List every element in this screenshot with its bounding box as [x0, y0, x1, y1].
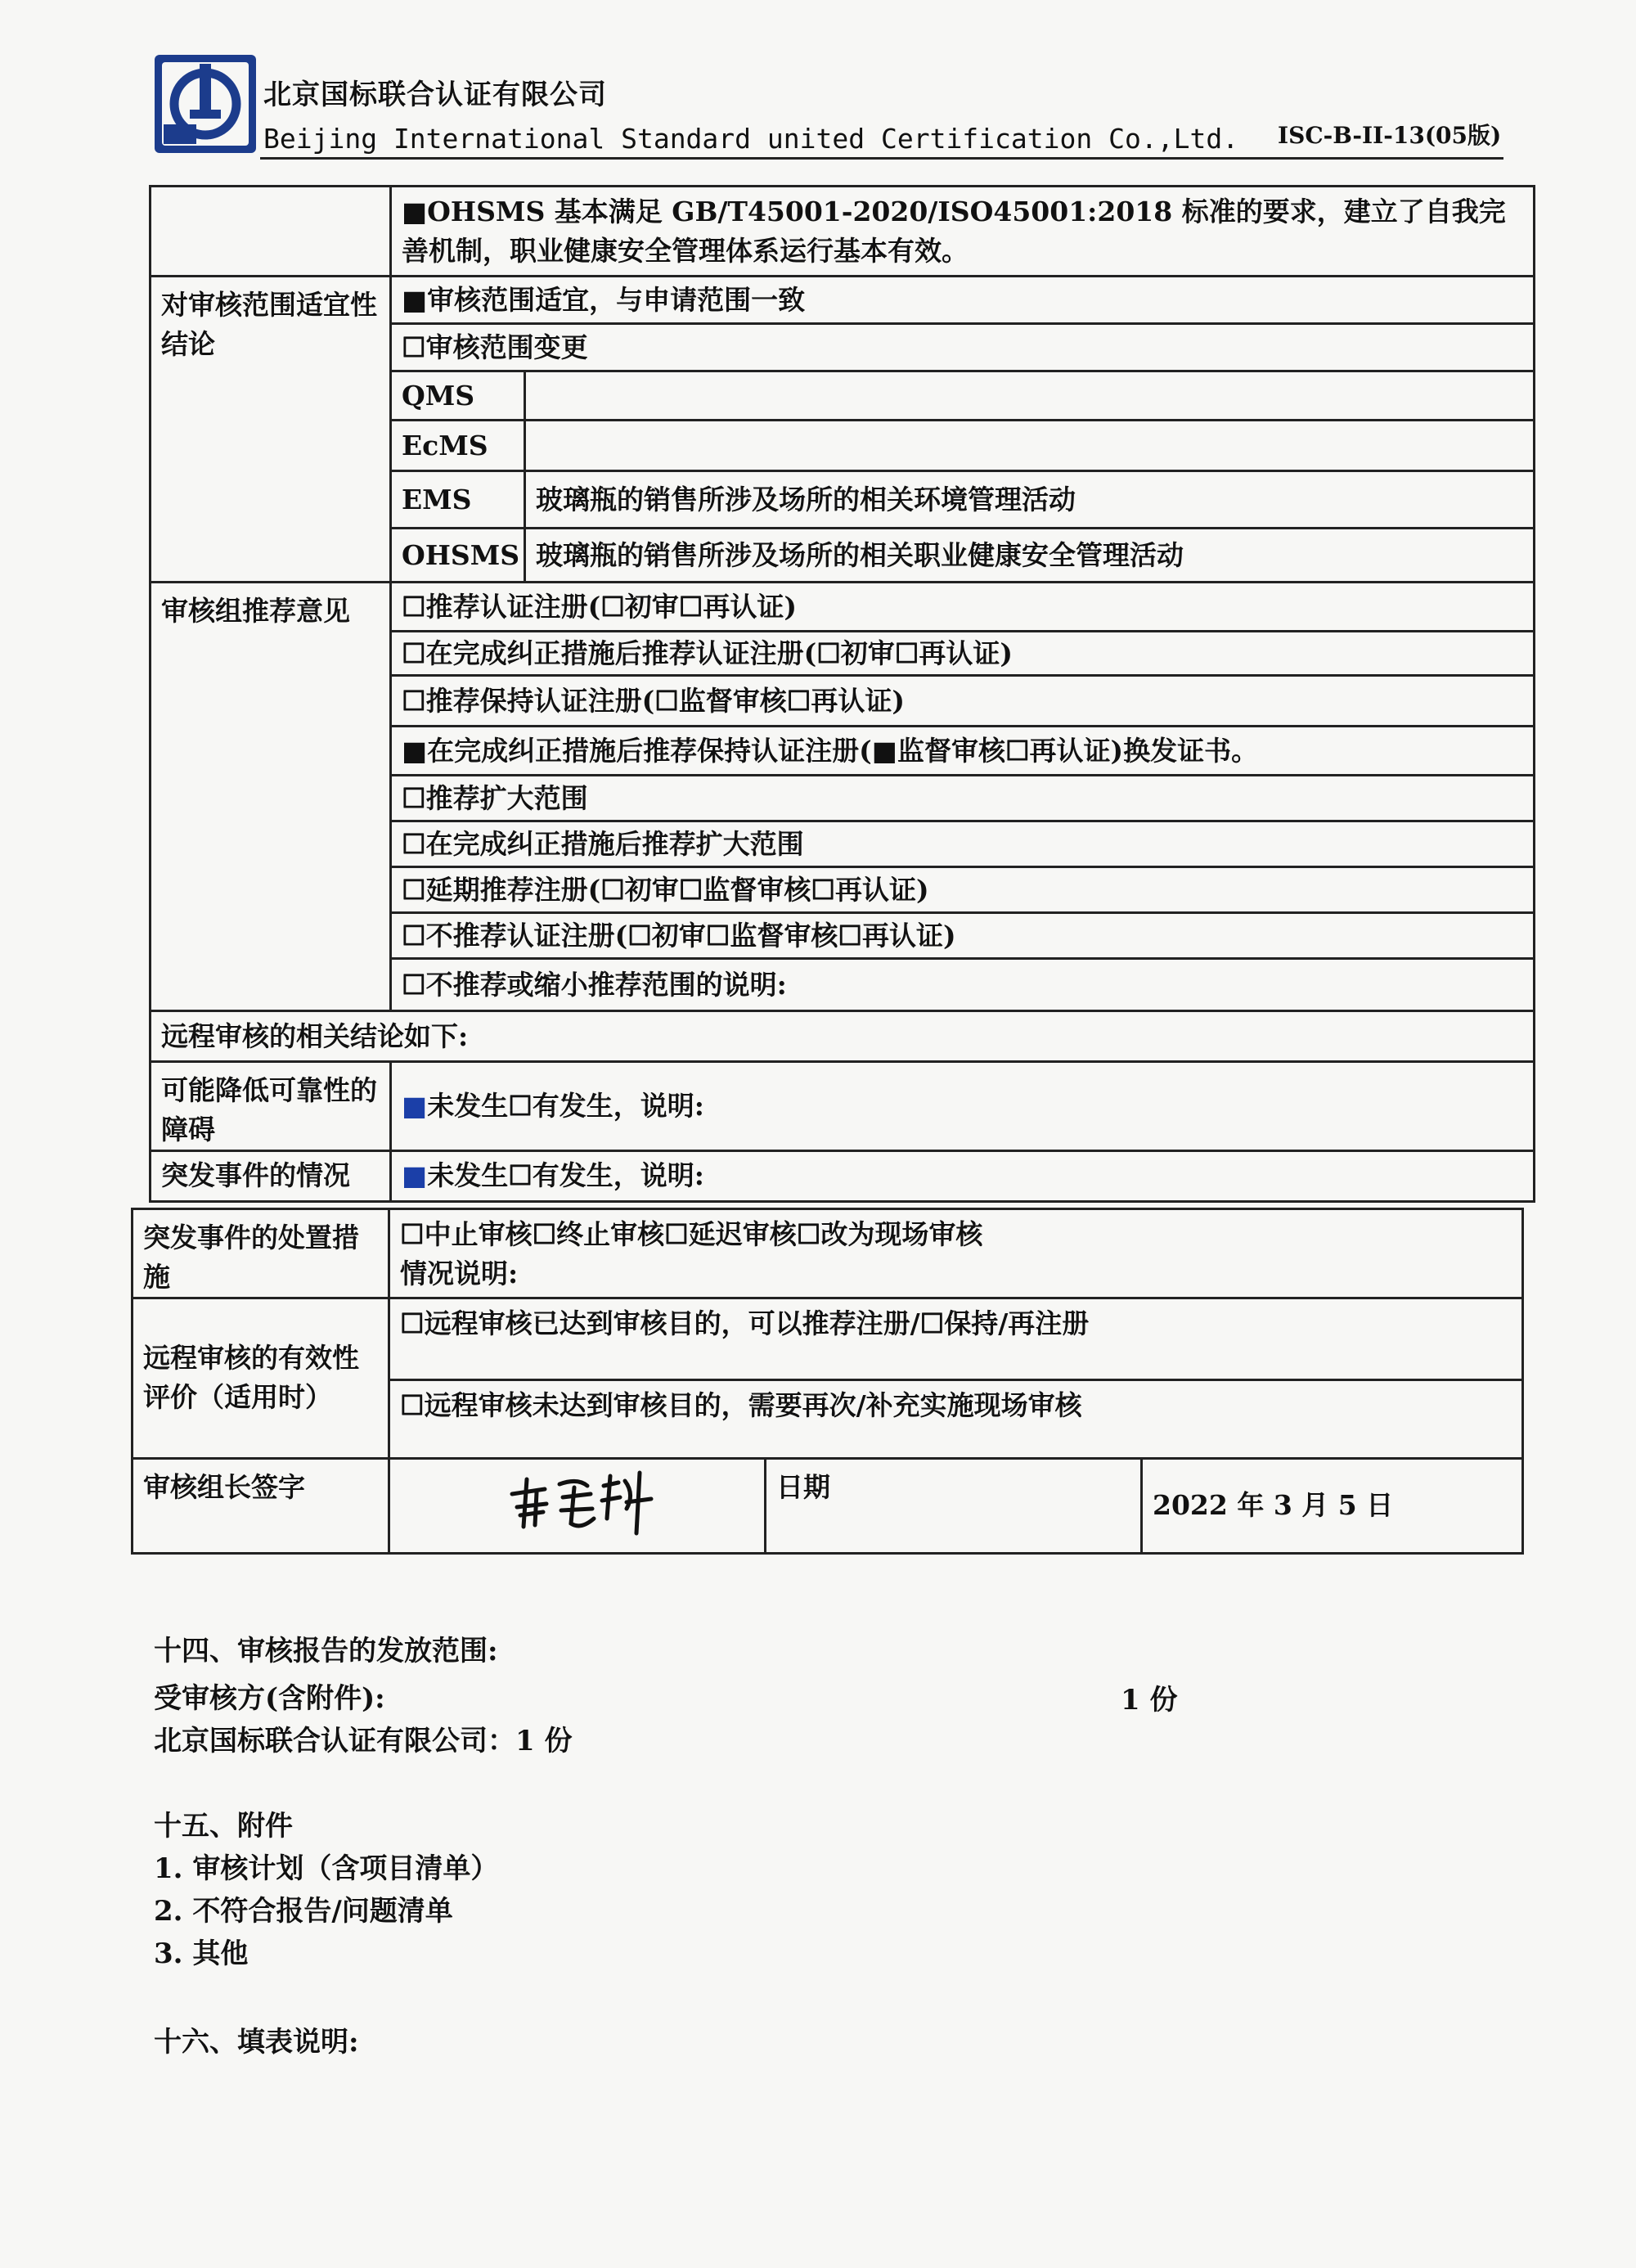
- recommend-option-8: ☐不推荐认证注册(☐初审☐监督审核☐再认证): [391, 913, 1535, 959]
- section14-title: 十四、审核报告的发放范围:: [154, 1635, 498, 1667]
- scope-qms: [525, 371, 1535, 421]
- empty-label-cell: [151, 187, 391, 277]
- recommend-option-6: ☐在完成纠正措施后推荐扩大范围: [391, 821, 1535, 867]
- scope-ohsms: 玻璃瓶的销售所涉及场所的相关职业健康安全管理活动: [525, 529, 1535, 583]
- scope-option-changed: ☐审核范围变更: [391, 324, 1535, 371]
- section16-title: 十六、填表说明:: [154, 2026, 359, 2059]
- effectiveness-option-1: ☐远程审核已达到审核目的，可以推荐注册/☐保持/再注册: [389, 1298, 1523, 1379]
- emergency-label: 突发事件的情况: [151, 1150, 391, 1201]
- measures-cell: [389, 1209, 1523, 1298]
- signature-cell: [389, 1458, 766, 1553]
- document-code: ISC-B-II-13(05版): [1278, 122, 1502, 149]
- recommend-option-3: ☐推荐保持认证注册(☐监督审核☐再认证): [391, 676, 1535, 727]
- scope-label: 对审核范围适宜性结论: [151, 277, 391, 583]
- filled-checkbox-icon: ■: [402, 1089, 428, 1122]
- system-qms: QMS: [391, 371, 525, 421]
- section15-title: 十五、附件: [154, 1810, 293, 1843]
- reliability-value: ■未发生☐有发生，说明:: [391, 1062, 1535, 1151]
- recommend-option-5: ☐推荐扩大范围: [391, 776, 1535, 821]
- system-ecms: EcMS: [391, 421, 525, 471]
- filled-checkbox-icon: ■: [402, 1159, 428, 1192]
- remote-audit-heading: 远程审核的相关结论如下:: [151, 1011, 1535, 1062]
- recommend-option-9: ☐不推荐或缩小推荐范围的说明:: [391, 959, 1535, 1011]
- company-name-en: Beijing International Standard united Certification Co.,Ltd.: [263, 123, 1239, 155]
- recommend-option-2: ☐在完成纠正措施后推荐认证注册(☐初审☐再认证): [391, 632, 1535, 676]
- scope-option-appropriate: ■审核范围适宜，与申请范围一致: [391, 277, 1535, 324]
- section14-company: 北京国标联合认证有限公司：1 份: [154, 1725, 573, 1757]
- company-name-cn: 北京国标联合认证有限公司: [263, 79, 607, 111]
- emergency-value: ■未发生☐有发生，说明:: [391, 1150, 1535, 1201]
- date-label: 日期: [766, 1458, 1142, 1553]
- leader-signature: [496, 1461, 659, 1540]
- attachment-item-2: 2. 不符合报告/问题清单: [154, 1895, 453, 1928]
- recommend-option-1: ☐推荐认证注册(☐初审☐再认证): [391, 583, 1535, 632]
- reliability-label: 可能降低可靠性的障碍: [151, 1062, 391, 1151]
- recommend-option-4: ■在完成纠正措施后推荐保持认证注册(■监督审核☐再认证)换发证书。: [391, 727, 1535, 776]
- system-ohsms: OHSMS: [391, 529, 525, 583]
- scope-ecms: [525, 421, 1535, 471]
- effectiveness-label: 远程审核的有效性评价（适用时）: [133, 1298, 389, 1458]
- system-ems: EMS: [391, 471, 525, 529]
- section14-auditee: 受审核方(含附件):: [154, 1682, 385, 1715]
- measures-options: ☐中止审核☐终止审核☐延迟审核☐改为现场审核: [400, 1218, 983, 1250]
- effectiveness-option-2: ☐远程审核未达到审核目的，需要再次/补充实施现场审核: [389, 1379, 1523, 1458]
- attachment-item-1: 1. 审核计划（含项目清单）: [154, 1852, 499, 1885]
- ohsms-conclusion: ■OHSMS 基本满足 GB/T45001-2020/ISO45001:2018 标准的要求，建立了自我完善机制，职业健康安全管理体系运行基本有效。: [391, 187, 1535, 277]
- scope-ems: 玻璃瓶的销售所涉及场所的相关环境管理活动: [525, 471, 1535, 529]
- date-value: 2022 年 3 月 5 日: [1142, 1458, 1523, 1553]
- recommend-option-7: ☐延期推荐注册(☐初审☐监督审核☐再认证): [391, 867, 1535, 913]
- attachment-item-3: 3. 其他: [154, 1937, 249, 1970]
- measures-note: 情况说明:: [400, 1257, 519, 1289]
- recommend-label: 审核组推荐意见: [151, 583, 391, 1011]
- section14-auditee-copies: 1 份: [1121, 1684, 1178, 1717]
- company-logo-icon: [152, 52, 258, 155]
- measures-label: 突发事件的处置措施: [133, 1209, 389, 1298]
- leader-sign-label: 审核组长签字: [133, 1458, 389, 1553]
- remote-audit-table: [131, 1208, 1524, 1555]
- audit-conclusion-table: [149, 185, 1535, 1203]
- header-divider: [260, 157, 1503, 160]
